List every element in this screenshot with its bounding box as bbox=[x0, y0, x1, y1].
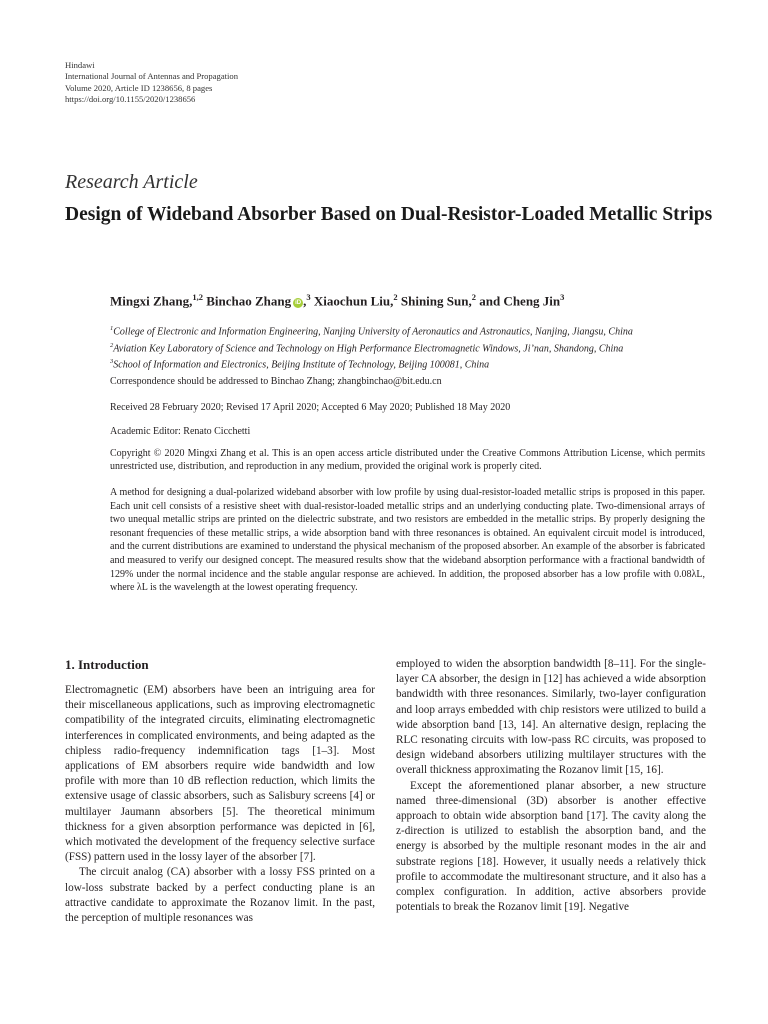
author-affil-marker: 2 bbox=[393, 292, 398, 302]
article-type: Research Article bbox=[65, 171, 198, 193]
license-statement: Copyright © 2020 Mingxi Zhang et al. This is an open access article distributed under the Creative Commons Attribution License, which permits unrestricted use, distribution, and reproduction in any medium, provided the original work is properly cited. bbox=[110, 448, 705, 473]
journal-header bbox=[65, 60, 238, 106]
journal-name: International Journal of Antennas and Propagation bbox=[65, 71, 239, 82]
author-affil-marker: 3 bbox=[306, 292, 311, 302]
body-paragraph: Electromagnetic (EM) absorbers have been an intriguing area for their miscellaneous applications, such as improving electromagnetic compatibility of the integrated circuits, eliminating electromagnetic interferences in complicated environments, and being adapted as the chipless radio-frequency indemnification tags [1–3]. Most applications of EM absorbers require wide bandwidth and low profile with more than 10 dB reflection reduction, which limits the extensive usage of classic absorbers, such as Salisbury screens [4] or multilayer Jaumann absorbers [5]. The theoretical minimum thickness for a given absorption performance was depicted in [6], which motivated the development of the frequency selective surface (FSS) pattern used in the lossy layer of the absorber [7]. bbox=[65, 684, 375, 864]
body-paragraph: employed to widen the absorption bandwidth [8–11]. For the single-layer CA absorber, the design in [12] has achieved a wide absorption bandwidth with three resonances. Similarly, two-layer configuration and loop arrays embedded with chip resistors were utilized to build a wide absorption band [13, 14]. An alternative design, replacing the RLC resonating circuits with low-pass RC circuits, was proposed to design wideband absorbers utilizing multilayer structures with the overall thickness approximating the Rozanov limit [15, 16]. bbox=[396, 658, 706, 777]
abstract: A method for designing a dual-polarized wideband absorber with low profile by using dual-resistor-loaded metallic strips is proposed in this paper. Each unit cell consists of a resistive sheet with dual-resistor-loaded metallic strips and an underlying conducting plate. Two-dimensional arrays of two unequal metallic strips are printed on the dielectric substrate, and two resistors are embedded in the metallic strips. By properly designing the resonant frequencies of these metallic strips, a wide absorption band with three resonances is obtained. An equivalent circuit model is introduced, and the current distributions are examined to understand the physical mechanism of the proposed absorber. An example of the absorber is fabricated and measured to verify our designed concept. The measured results show that the wideband absorption performance with a fractional bandwidth of 129% under the normal incidence and the stable angular response are achieved. In addition, the proposed absorber has a low profile with 0.08λL, where λL is the wavelength at the lowest operating frequency. bbox=[110, 487, 705, 594]
affiliation: $^2$Aviation Key Laboratory of Science and Technology on High Performance Electromagnetic Windows, Ji’nan, Shandong, China bbox=[110, 341, 624, 355]
article-title: Design of Wideband Absorber Based on Dual-Resistor-Loaded Metallic Strips bbox=[65, 204, 713, 225]
publisher-name: Hindawi bbox=[65, 60, 95, 70]
section-heading: 1. Introduction bbox=[65, 657, 149, 672]
author-name: Binchao Zhang bbox=[206, 293, 292, 309]
author-affil-marker: 3 bbox=[560, 292, 565, 302]
orcid-icon[interactable]: iD bbox=[295, 300, 302, 307]
author-name: Xiaochun Liu, bbox=[313, 293, 394, 309]
author-affil-marker: 1,2 bbox=[192, 292, 203, 302]
author-name: and Cheng Jin bbox=[479, 293, 561, 309]
body-paragraph: Except the aforementioned planar absorber, a new structure named three-dimensional (3D) absorber is another effective approach to obtain wide absorption band [17]. The cavity along the z-direction is utilized to establish the absorption band, and the energy is absorbed by the multiple resonant modes in the air and substrate regions [18]. However, it usually needs a relatively thick profile to accommodate the multiresonant structure, and it also has a complex configuration. In addition, active absorbers provide potentials to break the Rozanov limit [19]. Negative bbox=[396, 779, 706, 914]
doi-link[interactable]: https://doi.org/10.1155/2020/1238656 bbox=[65, 94, 196, 105]
academic-editor: Academic Editor: Renato Cicchetti bbox=[110, 426, 251, 437]
author-affil-marker: 2 bbox=[471, 292, 476, 302]
publication-dates: Received 28 February 2020; Revised 17 April 2020; Accepted 6 May 2020; Published 18 May 2020 bbox=[110, 402, 511, 413]
right-column bbox=[396, 657, 706, 915]
left-column bbox=[65, 657, 375, 926]
affiliation: $^1$College of Electronic and Information Engineering, Nanjing University of Aeronautics and Astronautics, Nanjing, Jiangsu, China bbox=[110, 325, 633, 338]
correspondence-note: Correspondence should be addressed to Binchao Zhang; zhangbinchao@bit.edu.cn bbox=[110, 376, 442, 387]
author-name: Mingxi Zhang, bbox=[110, 293, 193, 309]
author-list: Mingxi Zhang,$^{1,2}$ Binchao Zhang iD ,$^3$ Xiaochun Liu,$^2$ Shining Sun,$^2$ and Cheng Jin$^3$ bbox=[110, 292, 565, 309]
volume-info: Volume 2020, Article ID 1238656, 8 pages bbox=[65, 82, 213, 93]
author-name: Shining Sun, bbox=[400, 293, 472, 309]
affiliation-list bbox=[110, 322, 633, 372]
affiliation: $^3$School of Information and Electronics, Beijing Institute of Technology, Beijing 100081, China bbox=[110, 358, 490, 371]
body-paragraph: The circuit analog (CA) absorber with a lossy FSS printed on a low-loss substrate backed by a perfect conducting plane is an attractive candidate to approximate the Rozanov limit. In the past, the perception of multiple resonances was bbox=[65, 866, 375, 925]
